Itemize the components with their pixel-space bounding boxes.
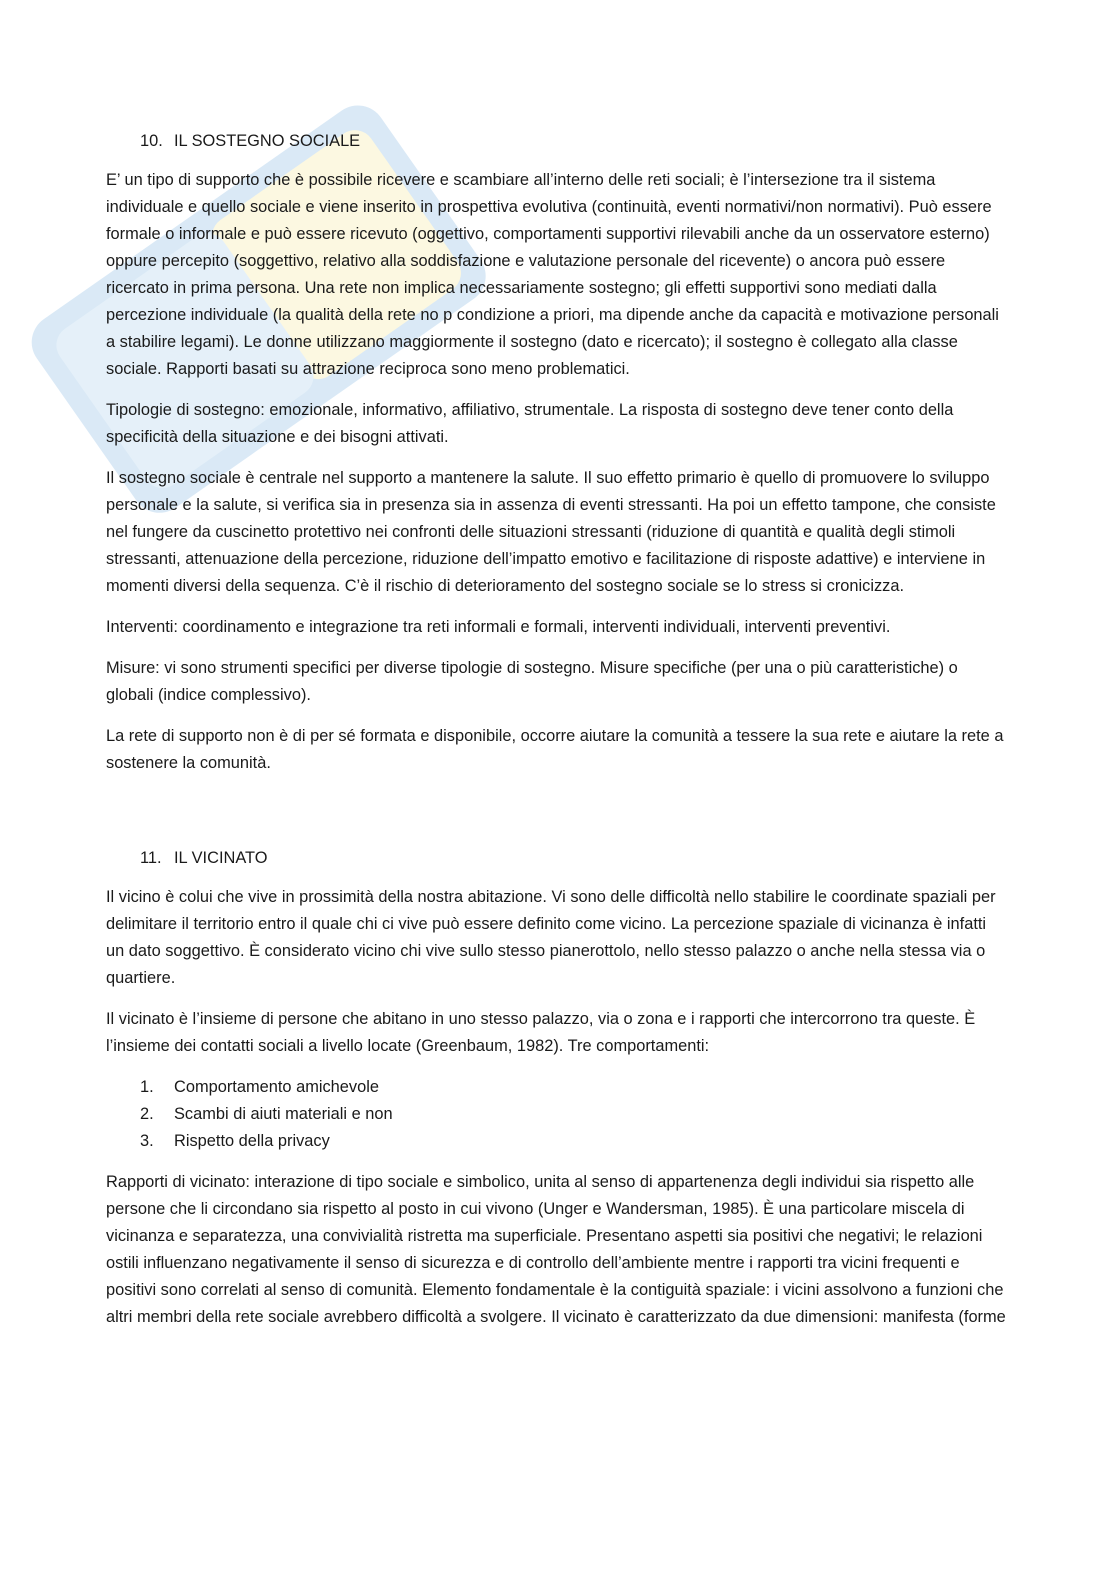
list-number: 1. (140, 1078, 154, 1096)
paragraph: Interventi: coordinamento e integrazione tra reti informali e formali, interventi individuali, interventi preventivi. (106, 618, 891, 636)
list-item (106, 1128, 1006, 1155)
paragraph: E’ un tipo di supporto che è possibile ricevere e scambiare all’interno delle reti sociali; è l’intersezione tra il sistema individuale e quello sociale e viene inserito in prospettiva evolutiva (continuità, eventi normativi/non normativi). Può essere formale o informale e può essere ricevuto (oggettivo, comportamenti supportivi rilevabili anche da un osservatore esterno) oppure percepito (soggettivo, relativo alla soddisfazione e valutazione personale del ricevente) o ancora può essere ricercato in prima persona. Una rete non implica necessariamente sostegno; gli effetti supportivi sono mediati dalla percezione individuale (la qualità della rete no p condizione a priori, ma dipende anche da capacità e motivazione personali a stabilire legami). Le donne utilizzano maggiormente il sostegno (dato e ricercato); il sostegno è collegato alla classe sociale. Rapporti basati su attrazione reciproca sono meno problematici. (106, 171, 999, 378)
section-title: IL SOSTEGNO SOCIALE (174, 132, 361, 150)
list-item (106, 1101, 1006, 1128)
paragraph: Tipologie di sostegno: emozionale, informativo, affiliativo, strumentale. La risposta di sostegno deve tener conto della specificità della situazione e dei bisogni attivati. (106, 401, 954, 446)
section-number: 11. (140, 849, 162, 867)
document-page (106, 128, 1006, 1345)
paragraph: La rete di supporto non è di per sé formata e disponibile, occorre aiutare la comunità a tessere la sua rete e aiutare la rete a sostenere la comunità. (106, 727, 1004, 772)
paragraph: Misure: vi sono strumenti specifici per diverse tipologie di sostegno. Misure specifiche (per una o più caratteristiche) o globali (indice complessivo). (106, 659, 958, 704)
paragraph: Il sostegno sociale è centrale nel supporto a mantenere la salute. Il suo effetto primario è quello di promuovere lo sviluppo personale e la salute, si verifica sia in presenza sia in assenza di eventi stressanti. Ha poi un effetto tampone, che consiste nel fungere da cuscinetto protettivo nei confronti delle situazioni stressanti (riduzione di quantità e qualità degli stimoli stressanti, attenuazione della percezione, riduzione dell’impatto emotivo e facilitazione di risposte adattive) e interviene in momenti diversi della sequenza. C’è il rischio di deterioramento del sostegno sociale se lo stress si cronicizza. (106, 469, 996, 595)
list-text: Rispetto della privacy (174, 1132, 330, 1150)
section-heading-sostegno (106, 128, 1006, 155)
paragraph: Il vicino è colui che vive in prossimità della nostra abitazione. Vi sono delle difficoltà nello stabilire le coordinate spaziali per delimitare il territorio entro il quale chi ci vive può essere definito come vicino. La percezione spaziale di vicinanza è infatti un dato soggettivo. È considerato vicino chi vive sullo stesso pianerottolo, nello stesso palazzo o anche nella stessa via o quartiere. (106, 888, 996, 987)
behaviors-list (106, 1074, 1006, 1155)
section-heading-vicinato (106, 845, 1006, 872)
section-spacer (106, 791, 1006, 845)
list-number: 3. (140, 1132, 154, 1150)
section-title: IL VICINATO (174, 849, 268, 867)
paragraph: Il vicinato è l’insieme di persone che abitano in uno stesso palazzo, via o zona e i rapporti che intercorrono tra queste. È l’insieme dei contatti sociali a livello locate (Greenbaum, 1982). Tre comportamenti: (106, 1010, 976, 1055)
section-number: 10. (140, 132, 163, 150)
list-item (106, 1074, 1006, 1101)
paragraph: Rapporti di vicinato: interazione di tipo sociale e simbolico, unita al senso di appartenenza degli individui sia rispetto alle persone che li circondano sia rispetto al posto in cui vivono (Unger e Wandersman, 1985). È una particolare miscela di vicinanza e separatezza, una convivialità ristretta ma superficiale. Presentano aspetti sia positivi che negativi; le relazioni ostili influenzano negativamente il senso di sicurezza e di controllo dell’ambiente mentre i rapporti tra vicini frequenti e positivi sono correlati al senso di comunità. Elemento fondamentale è la contiguità spaziale: i vicini assolvono a funzioni che altri membri della rete sociale avrebbero difficoltà a svolgere. Il vicinato è caratterizzato da due dimensioni: manifesta (forme (106, 1173, 1006, 1326)
list-number: 2. (140, 1105, 154, 1123)
list-text: Comportamento amichevole (174, 1078, 379, 1096)
list-text: Scambi di aiuti materiali e non (174, 1105, 393, 1123)
